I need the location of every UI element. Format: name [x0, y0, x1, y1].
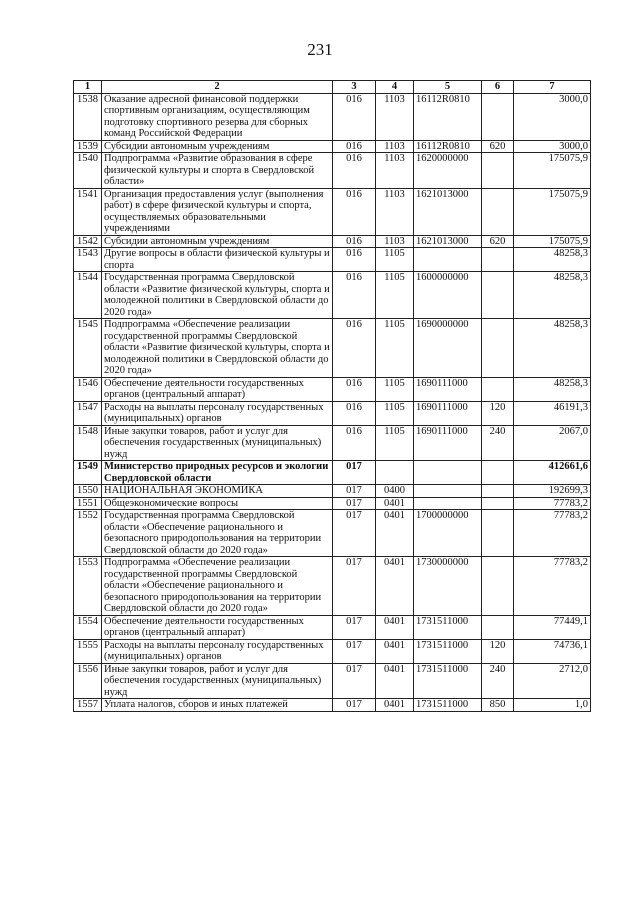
header-col-4: 4	[376, 81, 414, 94]
amount-cell: 1,0	[514, 699, 591, 712]
row-number-cell: 1547	[74, 401, 102, 425]
expense-type-cell	[482, 319, 514, 378]
table-row	[74, 248, 591, 272]
amount-cell: 412661,6	[514, 461, 591, 485]
section-code-cell: 1103	[376, 188, 414, 235]
section-code-cell: 1103	[376, 153, 414, 189]
section-code-cell: 1103	[376, 93, 414, 140]
section-code-cell: 1105	[376, 377, 414, 401]
table-row	[74, 153, 591, 189]
target-code-cell: 1690000000	[414, 319, 482, 378]
target-code-cell: 1600000000	[414, 272, 482, 319]
amount-cell: 3000,0	[514, 140, 591, 153]
amount-cell: 48258,3	[514, 319, 591, 378]
expense-name-cell: Подпрограмма «Развитие образования в сфере физической культуры и спорта в Свердловской области»	[102, 153, 333, 189]
table-row	[74, 425, 591, 461]
target-code-cell: 16112R0810	[414, 140, 482, 153]
row-number-cell: 1552	[74, 510, 102, 557]
ministry-code-cell: 016	[333, 235, 376, 248]
ministry-code-cell: 016	[333, 401, 376, 425]
table-row	[74, 377, 591, 401]
table-row	[74, 699, 591, 712]
expense-name-cell: Субсидии автономным учреждениям	[102, 140, 333, 153]
expense-type-cell: 620	[482, 140, 514, 153]
section-code-cell: 0401	[376, 615, 414, 639]
table-row	[74, 272, 591, 319]
expense-type-cell	[482, 557, 514, 616]
row-number-cell: 1555	[74, 639, 102, 663]
header-col-2: 2	[102, 81, 333, 94]
section-code-cell: 0400	[376, 485, 414, 498]
section-code-cell: 1105	[376, 319, 414, 378]
target-code-cell: 1620000000	[414, 153, 482, 189]
table-row	[74, 319, 591, 378]
page-number: 231	[307, 40, 333, 59]
expense-name-cell: Организация предоставления услуг (выполнения работ) в сфере физической культуры и спорта, осуществляемых образовательными учреждениями	[102, 188, 333, 235]
expense-type-cell	[482, 153, 514, 189]
ministry-code-cell: 016	[333, 248, 376, 272]
expense-name-cell: НАЦИОНАЛЬНАЯ ЭКОНОМИКА	[102, 485, 333, 498]
ministry-code-cell: 016	[333, 93, 376, 140]
expense-name-cell: Иные закупки товаров, работ и услуг для обеспечения государственных (муниципальных) нужд	[102, 425, 333, 461]
expense-name-cell: Расходы на выплаты персоналу государственных (муниципальных) органов	[102, 639, 333, 663]
expense-name-cell: Общеэкономические вопросы	[102, 497, 333, 510]
section-code-cell: 0401	[376, 510, 414, 557]
expense-name-cell: Государственная программа Свердловской области «Обеспечение рационального и безопасного природопользования на территории Свердловской области до 2020 года»	[102, 510, 333, 557]
ministry-code-cell: 017	[333, 485, 376, 498]
expense-name-cell: Подпрограмма «Обеспечение реализации государственной программы Свердловской области «Развитие физической культуры, спорта и молодежной политики в Свердловской области до 2020 года»	[102, 319, 333, 378]
target-code-cell	[414, 461, 482, 485]
expense-type-cell	[482, 377, 514, 401]
expense-type-cell: 850	[482, 699, 514, 712]
header-col-1: 1	[74, 81, 102, 94]
expense-type-cell: 240	[482, 663, 514, 699]
ministry-code-cell: 016	[333, 377, 376, 401]
expense-type-cell	[482, 248, 514, 272]
header-col-7: 7	[514, 81, 591, 94]
target-code-cell: 1731511000	[414, 699, 482, 712]
expense-type-cell	[482, 615, 514, 639]
ministry-code-cell: 017	[333, 497, 376, 510]
table-row	[74, 557, 591, 616]
ministry-code-cell: 016	[333, 153, 376, 189]
amount-cell: 48258,3	[514, 272, 591, 319]
section-code-cell: 0401	[376, 557, 414, 616]
table-row	[74, 663, 591, 699]
target-code-cell: 1690111000	[414, 377, 482, 401]
table-row	[74, 188, 591, 235]
row-number-cell: 1548	[74, 425, 102, 461]
section-code-cell: 0401	[376, 639, 414, 663]
amount-cell: 48258,3	[514, 248, 591, 272]
row-number-cell: 1543	[74, 248, 102, 272]
ministry-code-cell: 017	[333, 461, 376, 485]
section-code-cell: 1103	[376, 235, 414, 248]
target-code-cell: 1731511000	[414, 663, 482, 699]
header-row	[74, 81, 591, 94]
expense-name-cell: Министерство природных ресурсов и экологии Свердловской области	[102, 461, 333, 485]
expense-name-cell: Обеспечение деятельности государственных органов (центральный аппарат)	[102, 377, 333, 401]
expense-type-cell	[482, 497, 514, 510]
row-number-cell: 1540	[74, 153, 102, 189]
section-code-cell: 0401	[376, 699, 414, 712]
expense-name-cell: Субсидии автономным учреждениям	[102, 235, 333, 248]
target-code-cell: 1731511000	[414, 639, 482, 663]
target-code-cell: 1731511000	[414, 615, 482, 639]
expense-type-cell	[482, 188, 514, 235]
ministry-code-cell: 016	[333, 425, 376, 461]
amount-cell: 74736,1	[514, 639, 591, 663]
expense-name-cell: Другие вопросы в области физической культуры и спорта	[102, 248, 333, 272]
row-number-cell: 1546	[74, 377, 102, 401]
amount-cell: 192699,3	[514, 485, 591, 498]
table-row	[74, 615, 591, 639]
expense-type-cell	[482, 93, 514, 140]
table-row	[74, 485, 591, 498]
expense-type-cell	[482, 485, 514, 498]
expense-name-cell: Иные закупки товаров, работ и услуг для обеспечения государственных (муниципальных) нужд	[102, 663, 333, 699]
amount-cell: 46191,3	[514, 401, 591, 425]
header-col-5: 5	[414, 81, 482, 94]
target-code-cell: 1621013000	[414, 188, 482, 235]
row-number-cell: 1553	[74, 557, 102, 616]
amount-cell: 175075,9	[514, 153, 591, 189]
amount-cell: 3000,0	[514, 93, 591, 140]
section-code-cell: 1105	[376, 272, 414, 319]
table-row	[74, 461, 591, 485]
table-body	[74, 93, 591, 711]
row-number-cell: 1545	[74, 319, 102, 378]
expense-type-cell: 120	[482, 639, 514, 663]
ministry-code-cell: 017	[333, 699, 376, 712]
ministry-code-cell: 017	[333, 639, 376, 663]
target-code-cell: 16112R0810	[414, 93, 482, 140]
row-number-cell: 1557	[74, 699, 102, 712]
expense-type-cell	[482, 272, 514, 319]
ministry-code-cell: 016	[333, 319, 376, 378]
expense-type-cell	[482, 461, 514, 485]
target-code-cell: 1730000000	[414, 557, 482, 616]
amount-cell: 2067,0	[514, 425, 591, 461]
target-code-cell	[414, 485, 482, 498]
target-code-cell: 1621013000	[414, 235, 482, 248]
header-col-3: 3	[333, 81, 376, 94]
expense-type-cell: 240	[482, 425, 514, 461]
expense-name-cell: Обеспечение деятельности государственных органов (центральный аппарат)	[102, 615, 333, 639]
amount-cell: 175075,9	[514, 188, 591, 235]
expense-name-cell: Государственная программа Свердловской области «Развитие физической культуры, спорта и молодежной политики в Свердловской области до 2020 года»	[102, 272, 333, 319]
row-number-cell: 1551	[74, 497, 102, 510]
ministry-code-cell: 017	[333, 510, 376, 557]
row-number-cell: 1550	[74, 485, 102, 498]
expense-name-cell: Подпрограмма «Обеспечение реализации государственной программы Свердловской области «Обеспечение рационального и безопасного природопользования на территории Свердловской области до 2020 года»	[102, 557, 333, 616]
ministry-code-cell: 016	[333, 188, 376, 235]
section-code-cell: 1105	[376, 425, 414, 461]
target-code-cell: 1690111000	[414, 425, 482, 461]
ministry-code-cell: 017	[333, 557, 376, 616]
amount-cell: 77783,2	[514, 557, 591, 616]
row-number-cell: 1556	[74, 663, 102, 699]
table-row	[74, 235, 591, 248]
row-number-cell: 1538	[74, 93, 102, 140]
section-code-cell	[376, 461, 414, 485]
section-code-cell: 1105	[376, 248, 414, 272]
table-row	[74, 93, 591, 140]
amount-cell: 175075,9	[514, 235, 591, 248]
table-row	[74, 140, 591, 153]
amount-cell: 77783,2	[514, 510, 591, 557]
amount-cell: 48258,3	[514, 377, 591, 401]
target-code-cell	[414, 248, 482, 272]
row-number-cell: 1542	[74, 235, 102, 248]
amount-cell: 77449,1	[514, 615, 591, 639]
ministry-code-cell: 016	[333, 272, 376, 319]
row-number-cell: 1549	[74, 461, 102, 485]
table-row	[74, 497, 591, 510]
expense-type-cell: 620	[482, 235, 514, 248]
ministry-code-cell: 017	[333, 615, 376, 639]
section-code-cell: 0401	[376, 497, 414, 510]
ministry-code-cell: 016	[333, 140, 376, 153]
table-row	[74, 639, 591, 663]
amount-cell: 2712,0	[514, 663, 591, 699]
expense-type-cell: 120	[482, 401, 514, 425]
budget-table	[73, 80, 591, 712]
section-code-cell: 0401	[376, 663, 414, 699]
expense-type-cell	[482, 510, 514, 557]
expense-name-cell: Уплата налогов, сборов и иных платежей	[102, 699, 333, 712]
target-code-cell: 1690111000	[414, 401, 482, 425]
row-number-cell: 1539	[74, 140, 102, 153]
section-code-cell: 1103	[376, 140, 414, 153]
row-number-cell: 1541	[74, 188, 102, 235]
header-col-6: 6	[482, 81, 514, 94]
row-number-cell: 1554	[74, 615, 102, 639]
ministry-code-cell: 017	[333, 663, 376, 699]
target-code-cell	[414, 497, 482, 510]
expense-name-cell: Оказание адресной финансовой поддержки спортивным организациям, осуществляющим подготовку спортивного резерва для сборных команд Российской Федерации	[102, 93, 333, 140]
section-code-cell: 1105	[376, 401, 414, 425]
row-number-cell: 1544	[74, 272, 102, 319]
target-code-cell: 1700000000	[414, 510, 482, 557]
expense-name-cell: Расходы на выплаты персоналу государственных (муниципальных) органов	[102, 401, 333, 425]
amount-cell: 77783,2	[514, 497, 591, 510]
table-row	[74, 401, 591, 425]
table-row	[74, 510, 591, 557]
